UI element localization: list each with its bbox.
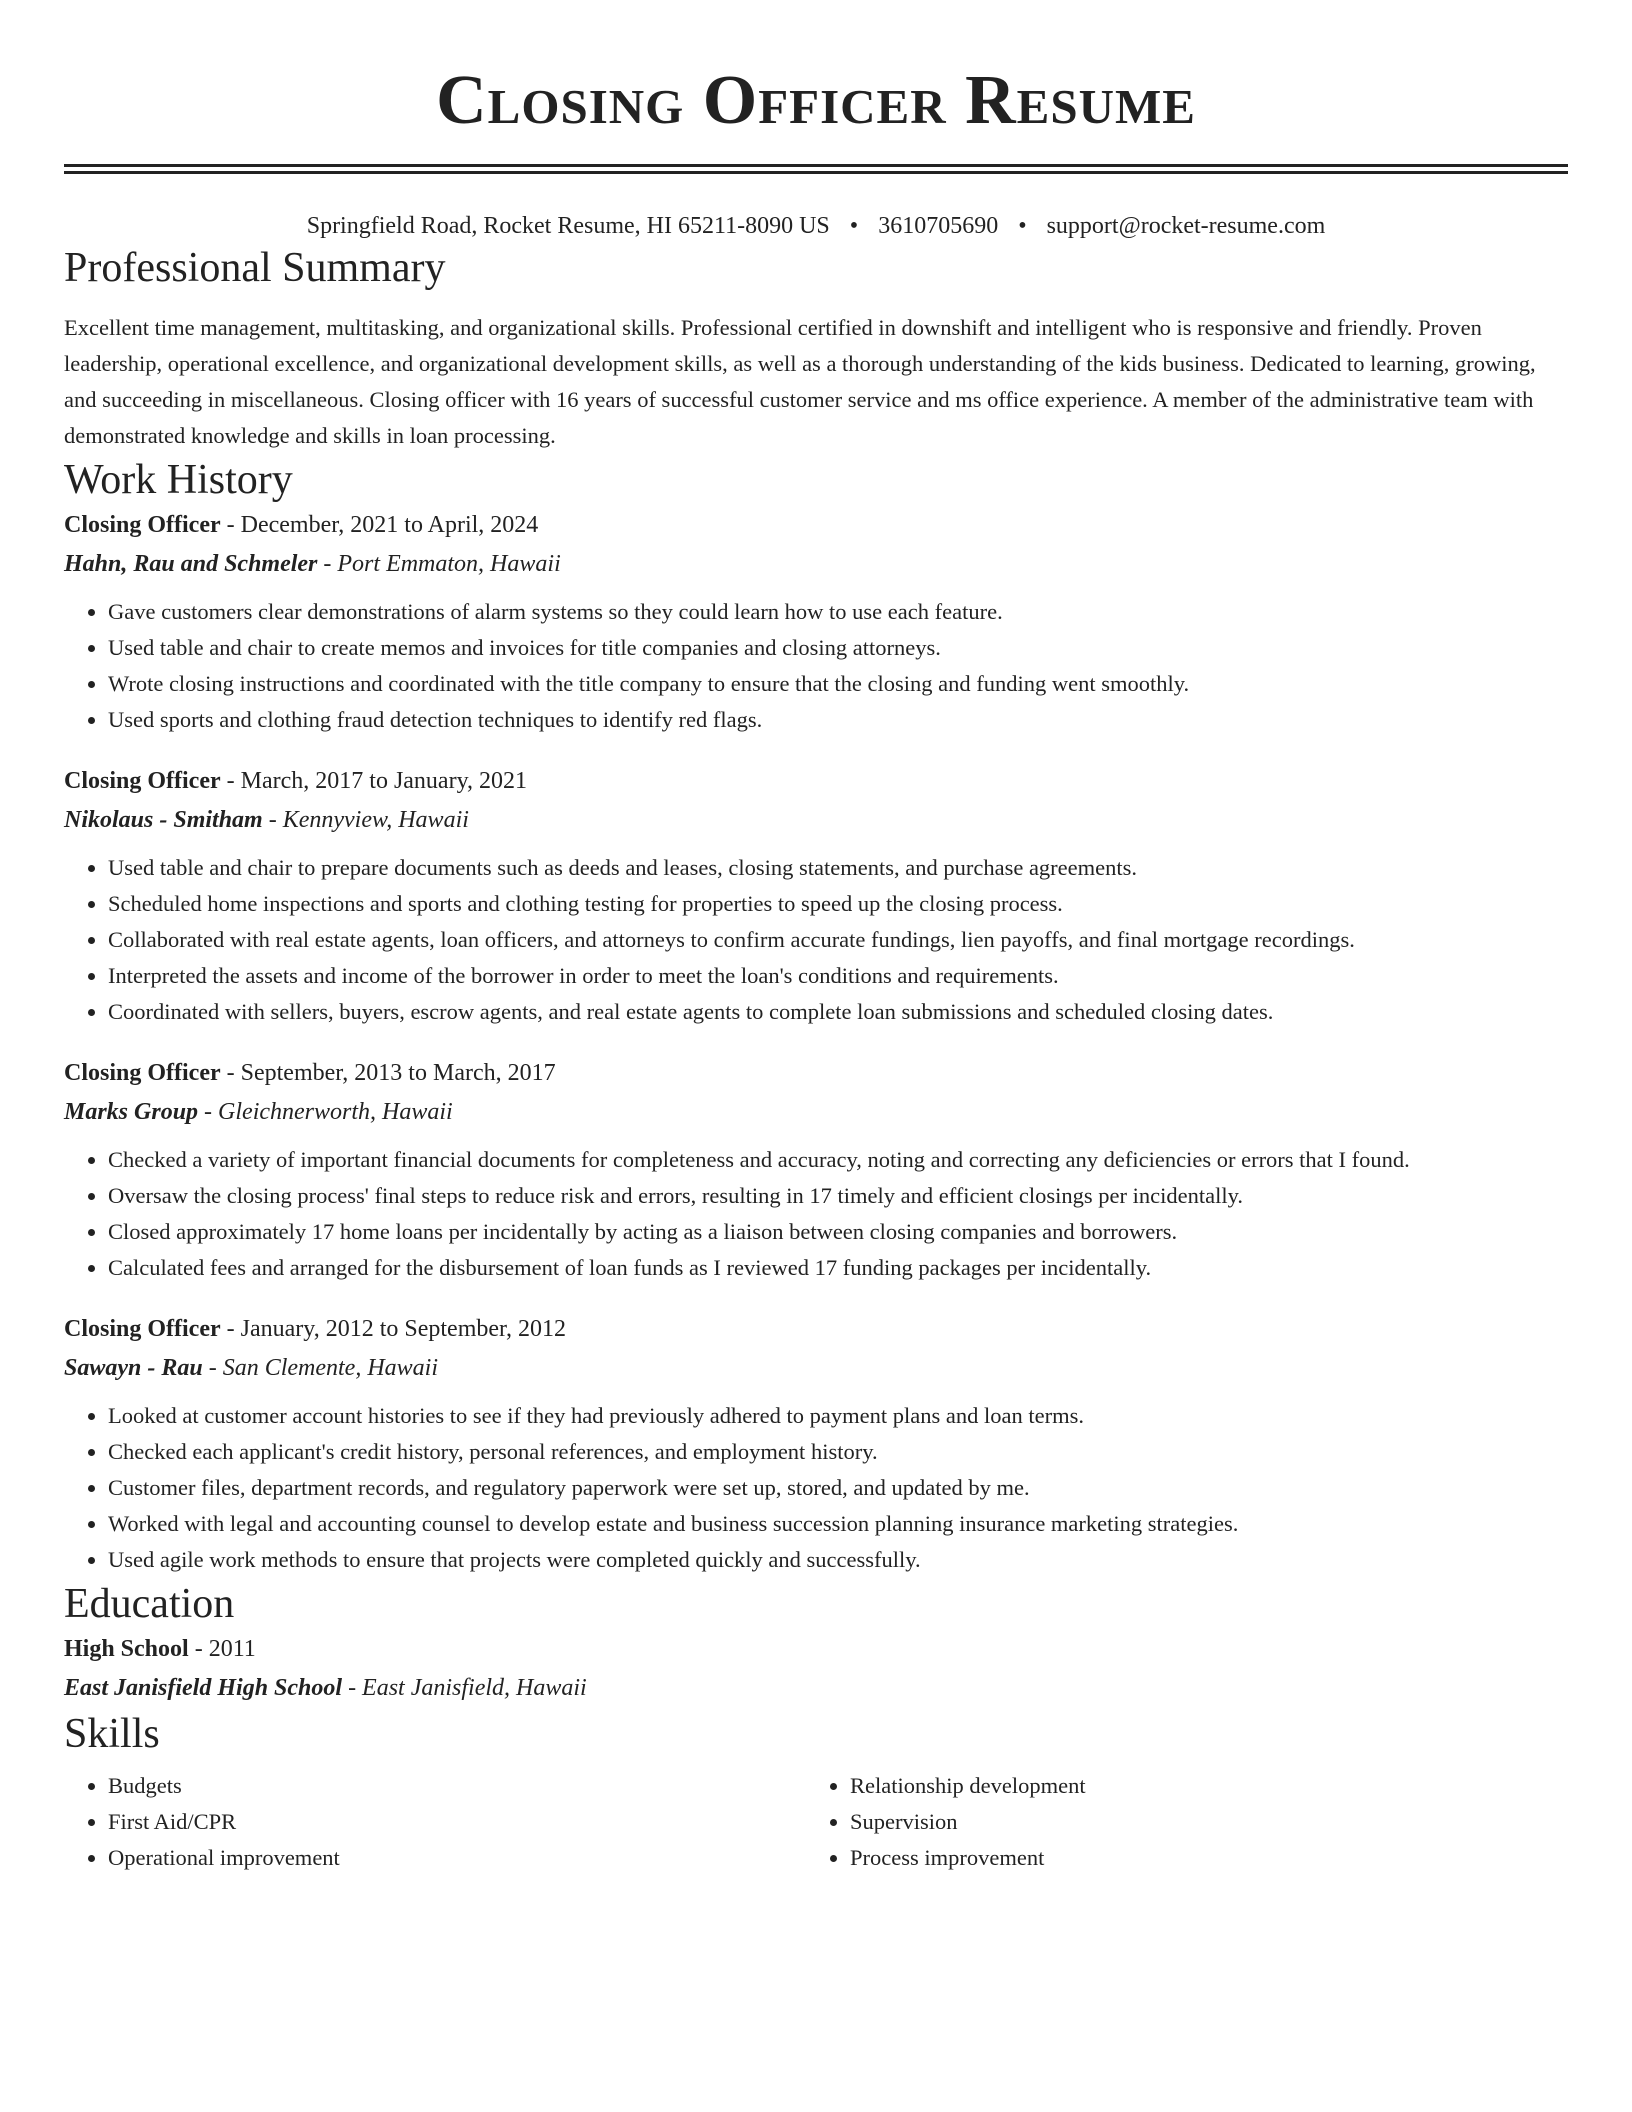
skill-item: • Operational improvement — [108, 1840, 806, 1876]
job-duty: • Used sports and clothing fraud detection techniques to identify red flags. — [108, 702, 1568, 738]
job-duties — [64, 1398, 1568, 1578]
job-entry — [64, 1054, 1568, 1286]
job-duty: • Customer files, department records, and regulatory paperwork were set up, stored, and updated by me. — [108, 1470, 1568, 1506]
job-duty: • Scheduled home inspections and sports and clothing testing for properties to speed up the closing process. — [108, 886, 1568, 922]
skills-list — [64, 1760, 1568, 1876]
employer-name: Hahn, Rau and Schmeler — [64, 551, 318, 577]
summary-heading: Professional Summary — [64, 245, 446, 291]
employer-location: - Kennyview, Hawaii — [262, 807, 469, 833]
employer-location: - Gleichnerworth, Hawaii — [198, 1099, 453, 1125]
education-heading: Education — [64, 1581, 235, 1627]
employer-line — [64, 801, 1568, 840]
contact-email: support@rocket-resume.com — [1046, 213, 1326, 239]
contact-separator: • — [1018, 213, 1027, 239]
job-duties — [64, 1142, 1568, 1286]
job-role: Closing Officer — [64, 1060, 221, 1086]
employer-location: - San Clemente, Hawaii — [202, 1355, 439, 1381]
job-role: Closing Officer — [64, 1316, 221, 1342]
employer-line — [64, 1093, 1568, 1132]
job-duty: • Calculated fees and arranged for the disbursement of loan funds as I reviewed 17 funding packages per incidentally. — [108, 1250, 1568, 1286]
job-role: Closing Officer — [64, 512, 221, 538]
job-duties — [64, 850, 1568, 1030]
employer-line — [64, 545, 1568, 584]
skill-item: • Relationship development — [850, 1768, 1548, 1804]
job-duty: • Looked at customer account histories to see if they had previously adhered to payment plans and loan terms. — [108, 1398, 1568, 1434]
work-history-list — [64, 506, 1568, 1578]
resume-title: Closing Officer Resume — [436, 62, 1196, 139]
skill-item: • Budgets — [108, 1768, 806, 1804]
job-dates: - September, 2013 to March, 2017 — [220, 1060, 556, 1086]
employer-name: Sawayn - Rau — [64, 1355, 203, 1381]
job-entry — [64, 506, 1568, 738]
school-line — [64, 1669, 1568, 1708]
job-title-line — [64, 1310, 1568, 1349]
job-duty: • Wrote closing instructions and coordinated with the title company to ensure that the closing and funding went smoothly. — [108, 666, 1568, 702]
job-title-line — [64, 1054, 1568, 1093]
job-duty: • Used table and chair to prepare documents such as deeds and leases, closing statements, and purchase agreements. — [108, 850, 1568, 886]
job-duty: • Closed approximately 17 home loans per incidentally by acting as a liaison between closing companies and borrowers. — [108, 1214, 1568, 1250]
employer-name: Nikolaus - Smitham — [64, 807, 263, 833]
job-duty: • Interpreted the assets and income of the borrower in order to meet the loan's conditions and requirements. — [108, 958, 1568, 994]
skills-column-left — [64, 1768, 806, 1876]
school-location: - East Janisfield, Hawaii — [342, 1675, 587, 1701]
employer-name: Marks Group — [64, 1099, 199, 1125]
degree-line — [64, 1630, 1568, 1669]
job-duty: • Gave customers clear demonstrations of alarm systems so they could learn how to use each feature. — [108, 594, 1568, 630]
skills-heading: Skills — [64, 1711, 160, 1757]
header-double-rule — [64, 164, 1568, 174]
job-duty: • Oversaw the closing process' final steps to reduce risk and errors, resulting in 17 timely and efficient closings per incidentally. — [108, 1178, 1568, 1214]
job-duties — [64, 594, 1568, 738]
skills-column-right — [806, 1768, 1548, 1876]
job-title-line — [64, 762, 1568, 801]
degree: High School — [64, 1636, 189, 1662]
contact-separator: • — [849, 213, 859, 239]
job-title-line — [64, 506, 1568, 545]
job-duty: • Used agile work methods to ensure that projects were completed quickly and successfully. — [108, 1542, 1568, 1578]
contact-address: Springfield Road, Rocket Resume, HI 65211-8090 US — [306, 213, 830, 239]
job-duty: • Used table and chair to create memos and invoices for title companies and closing attorneys. — [108, 630, 1568, 666]
job-duty: • Checked each applicant's credit history, personal references, and employment history. — [108, 1434, 1568, 1470]
job-dates: - January, 2012 to September, 2012 — [220, 1316, 567, 1342]
skill-item: • First Aid/CPR — [108, 1804, 806, 1840]
job-entry — [64, 762, 1568, 1030]
job-dates: - March, 2017 to January, 2021 — [220, 768, 528, 794]
job-dates: - December, 2021 to April, 2024 — [220, 512, 539, 538]
job-duty: • Coordinated with sellers, buyers, escrow agents, and real estate agents to complete loan submissions and scheduled closing dates. — [108, 994, 1568, 1030]
job-role: Closing Officer — [64, 768, 221, 794]
job-duty: • Collaborated with real estate agents, loan officers, and attorneys to confirm accurate fundings, lien payoffs, and final mortgage recordings. — [108, 922, 1568, 958]
job-entry — [64, 1310, 1568, 1578]
employer-line — [64, 1349, 1568, 1388]
job-duty: • Checked a variety of important financial documents for completeness and accuracy, noting and correcting any deficiencies or errors that I found. — [108, 1142, 1568, 1178]
employer-location: - Port Emmaton, Hawaii — [317, 551, 561, 577]
contact-phone: 3610705690 — [878, 213, 999, 239]
graduation-year: - 2011 — [188, 1636, 256, 1662]
summary-text: Excellent time management, multitasking, and organizational skills. Professional certified in downshift and intelligent who is responsive and friendly. Proven leadership, operational excellence, and organizational development skills, as well as a thorough understanding of the kids business. Dedicated to learning, growing, and succeeding in miscellaneous. Closing officer with 16 years of successful customer service and ms office experience. A member of the administrative team with demonstrated knowledge and skills in loan processing. — [64, 315, 1536, 448]
work-history-heading: Work History — [64, 457, 293, 503]
education-entry — [64, 1630, 1568, 1708]
skill-item: • Process improvement — [850, 1840, 1548, 1876]
school-name: East Janisfield High School — [64, 1675, 343, 1701]
job-duty: • Worked with legal and accounting counsel to develop estate and business succession planning insurance marketing strategies. — [108, 1506, 1568, 1542]
contact-line — [64, 210, 1568, 242]
skill-item: • Supervision — [850, 1804, 1548, 1840]
